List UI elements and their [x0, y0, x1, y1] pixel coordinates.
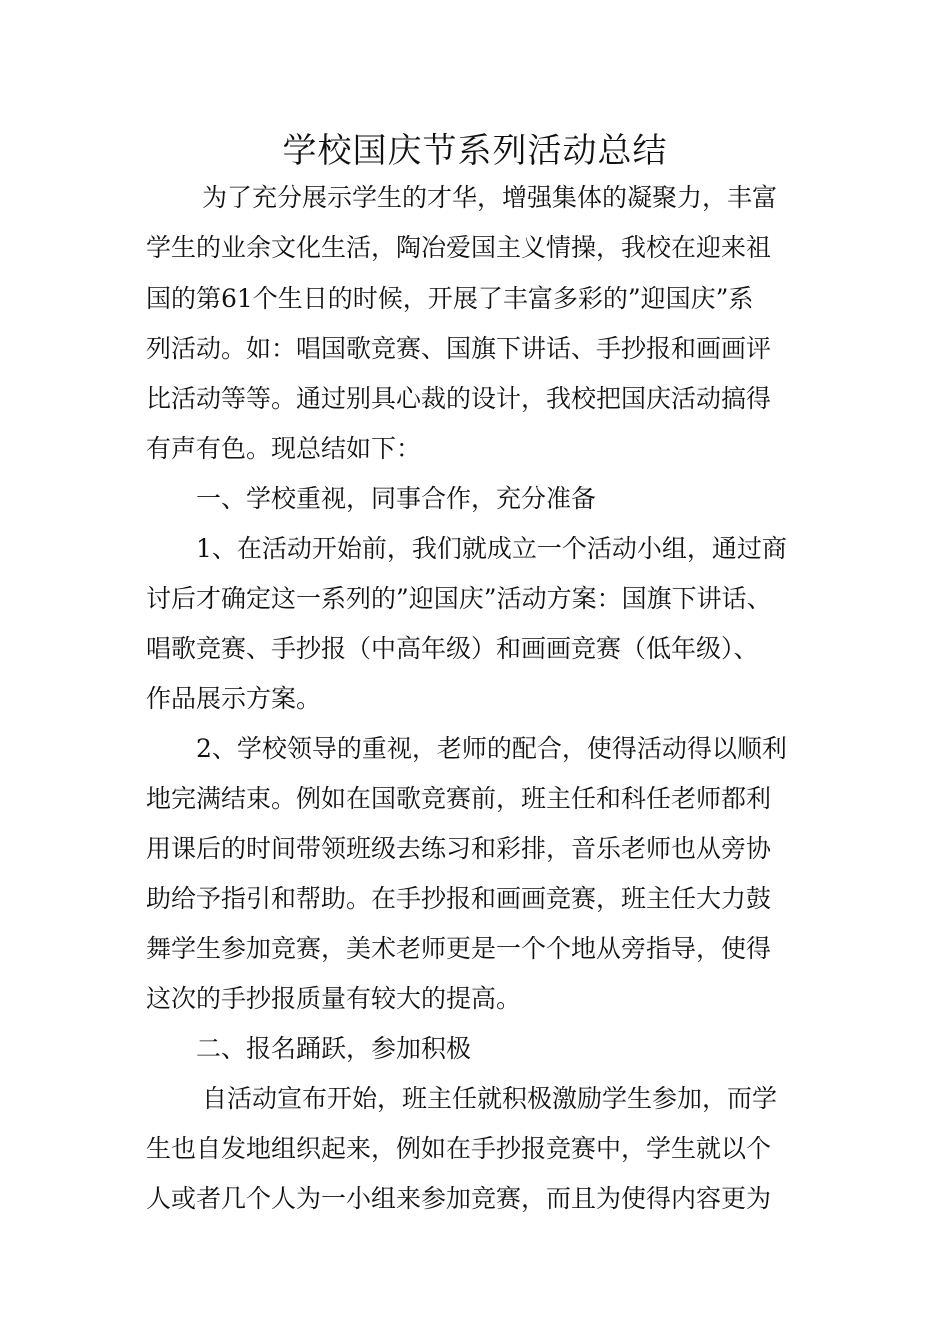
paragraph-line: 为了充分展示学生的才华，增强集体的凝聚力，丰富 — [202, 183, 778, 212]
paragraph-line: 人或者几个人为一小组来参加竞赛，而且为使得内容更为 — [146, 1184, 772, 1213]
paragraph-line: 用课后的时间带领班级去练习和彩排，音乐老师也从旁协 — [146, 834, 772, 863]
paragraph-line: 学生的业余文化生活，陶冶爱国主义情操，我校在迎来祖 — [146, 233, 772, 262]
paragraph-line: 比活动等等。通过别具心裁的设计，我校把国庆活动搞得 — [146, 384, 772, 413]
paragraph-line: 舞学生参加竞赛，美术老师更是一个个地从旁指导，使得 — [146, 934, 772, 963]
paragraph-line: 地完满结束。例如在国歌竞赛前，班主任和科任老师都利 — [146, 784, 772, 813]
paragraph-line: 作品展示方案。 — [146, 684, 322, 713]
paragraph-line: 这次的手抄报质量有较大的提高。 — [146, 984, 522, 1013]
paragraph-line: 生也自发地组织起来，例如在手抄报竞赛中，学生就以个 — [146, 1134, 772, 1163]
document-title: 学校国庆节系列活动总结 — [282, 131, 668, 171]
section-heading: 二、报名踊跃，参加积极 — [196, 1034, 472, 1063]
paragraph-line: 1、在活动开始前，我们就成立一个活动小组，通过商 — [196, 534, 787, 563]
paragraph-line: 有声有色。现总结如下： — [146, 434, 422, 463]
paragraph-line: 国的第61个生日的时候，开展了丰富多彩的”迎国庆”系 — [146, 284, 754, 313]
paragraph-line: 助给予指引和帮助。在手抄报和画画竞赛，班主任大力鼓 — [146, 884, 772, 913]
section-heading: 一、学校重视，同事合作，充分准备 — [196, 484, 597, 513]
paragraph-line: 唱歌竞赛、手抄报（中高年级）和画画竞赛（低年级）、 — [146, 634, 759, 663]
paragraph-line: 2、学校领导的重视，老师的配合，使得活动得以顺利 — [196, 734, 787, 763]
paragraph-line: 自活动宣布开始，班主任就积极激励学生参加，而学 — [202, 1084, 778, 1113]
paragraph-line: 讨后才确定这一系列的”迎国庆”活动方案：国旗下讲话、 — [146, 584, 772, 613]
paragraph-line: 列活动。如：唱国歌竞赛、国旗下讲话、手抄报和画画评 — [146, 334, 772, 363]
